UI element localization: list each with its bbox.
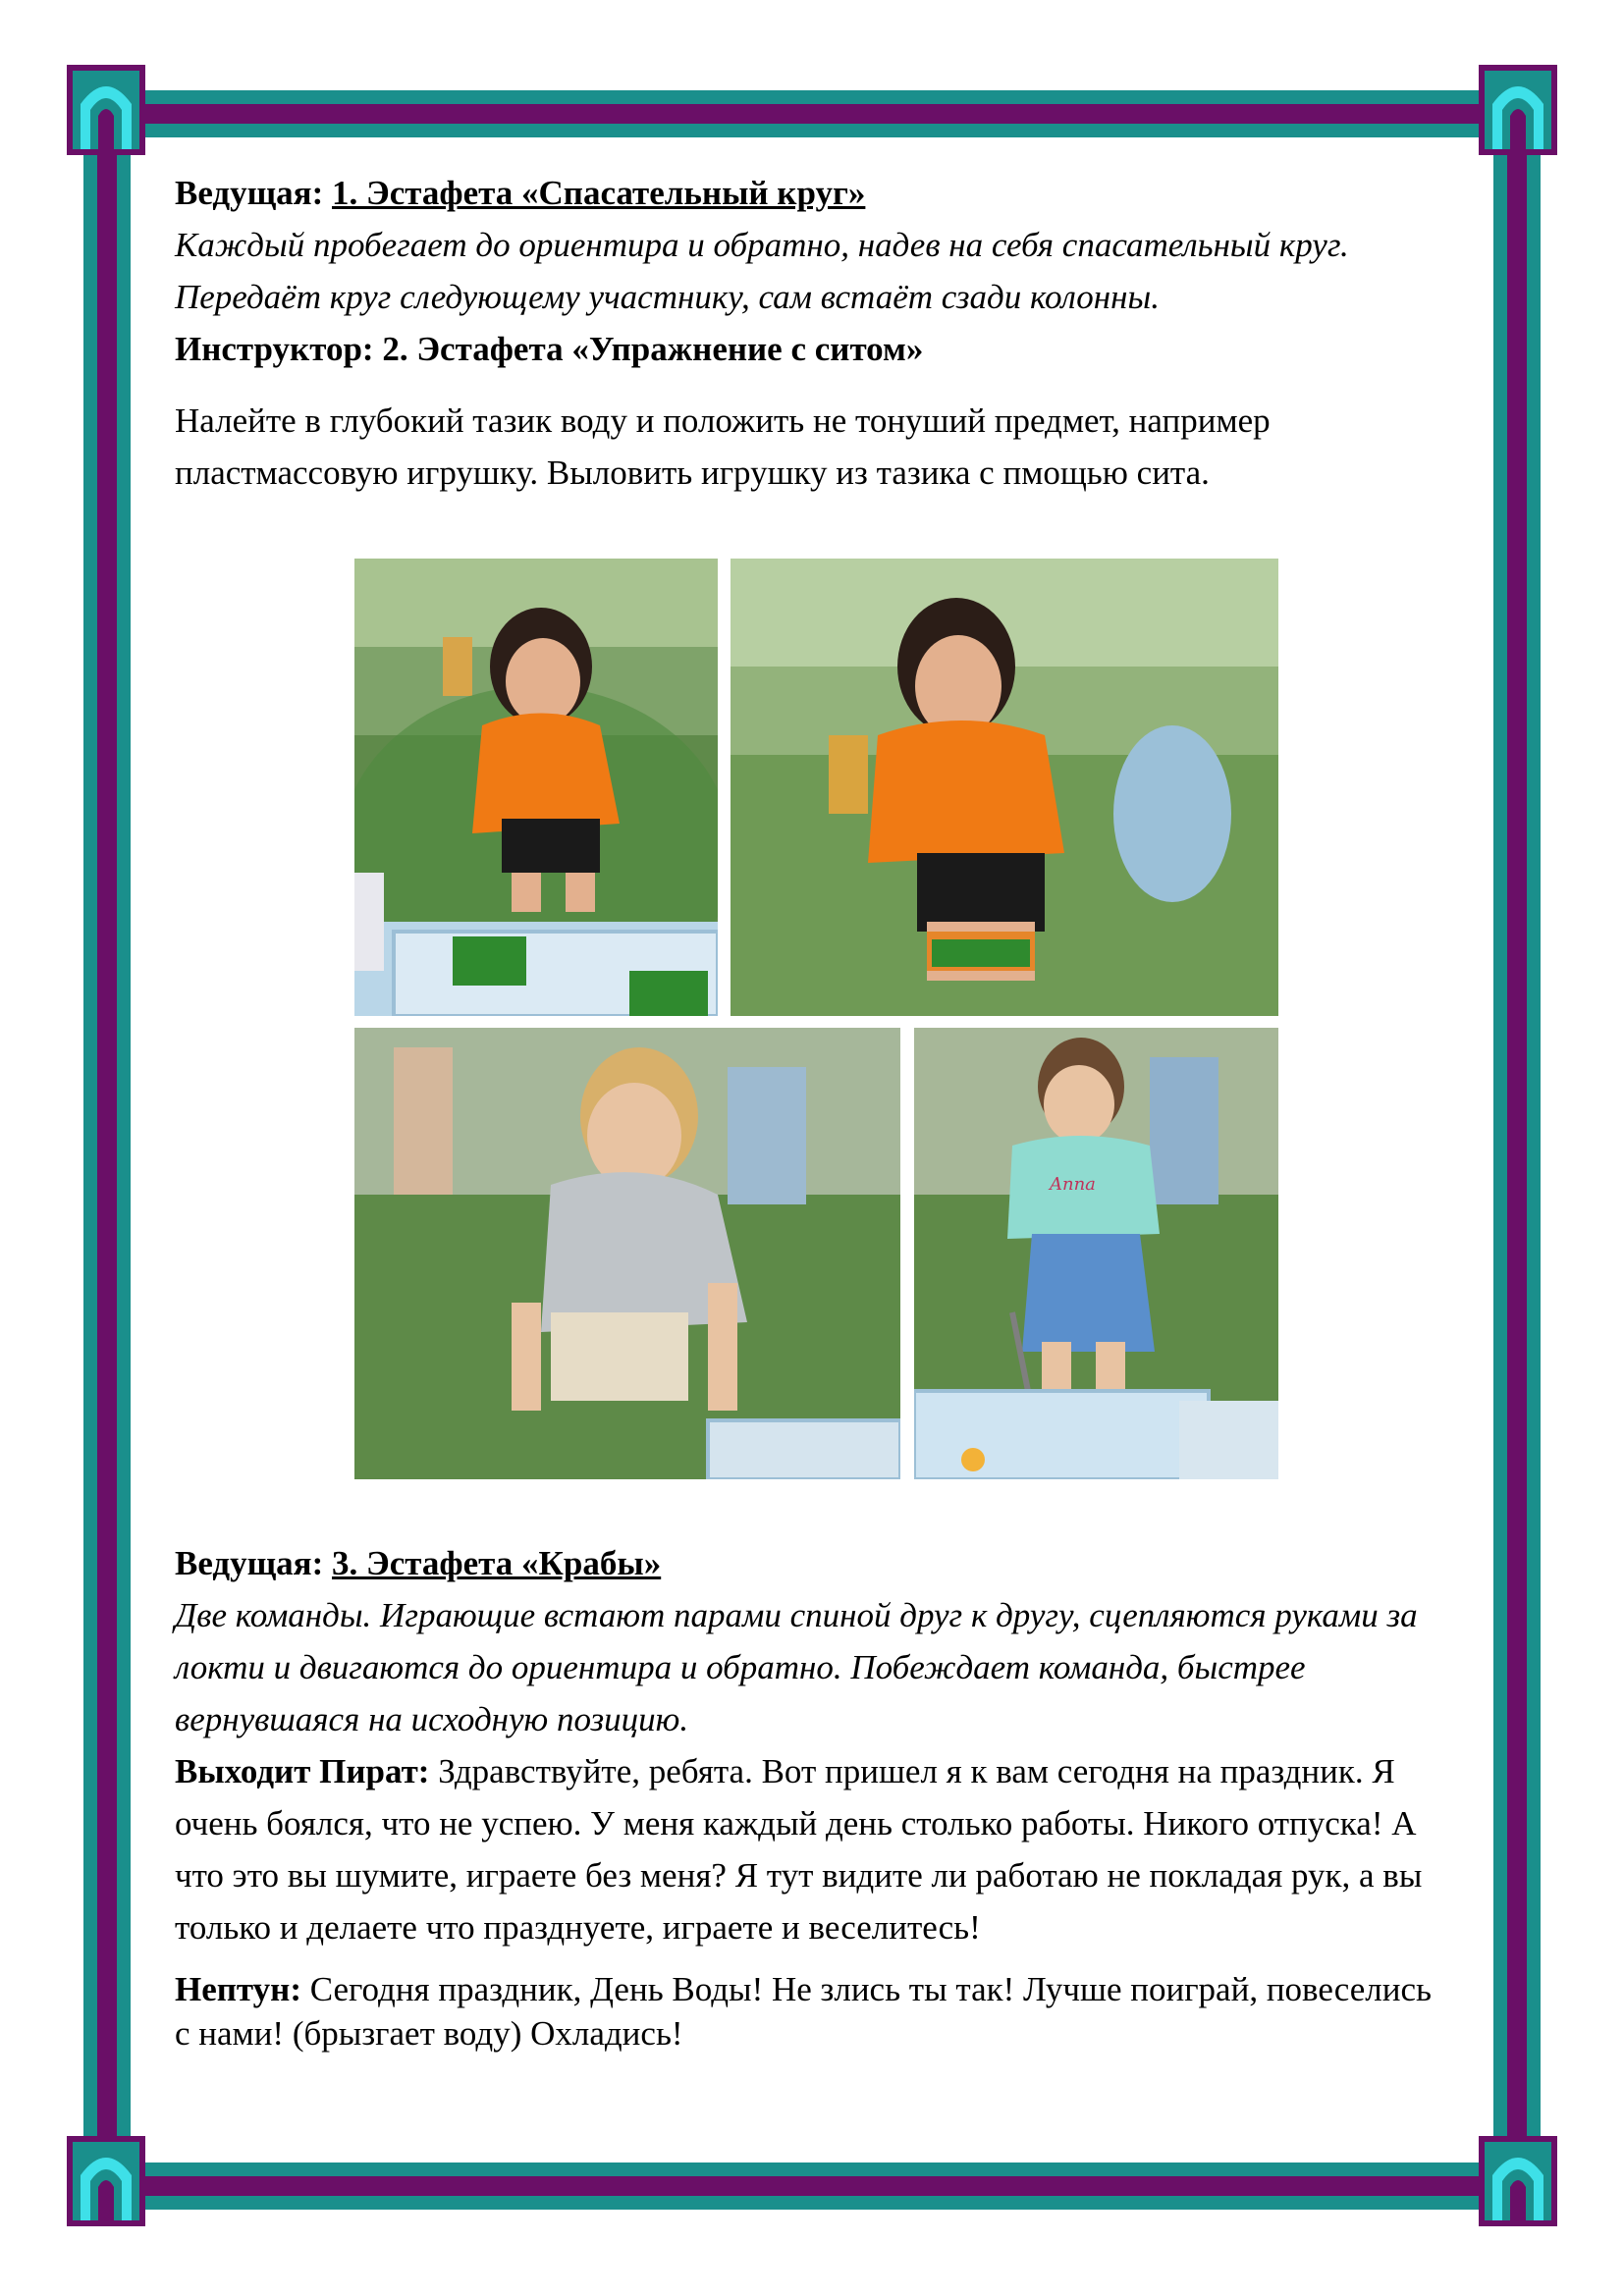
section3-speaker: Ведущая: <box>175 1544 324 1582</box>
document-body-top <box>175 167 1451 499</box>
border-bottom-teal <box>128 2196 1496 2210</box>
border-left-teal <box>83 108 97 2199</box>
photo-girl-leaning <box>731 559 1278 1016</box>
border-left-purple <box>97 108 117 2199</box>
border-top-teal-inner <box>128 124 1496 137</box>
section1-heading <box>175 167 1451 219</box>
neptune-line <box>175 1967 1451 2056</box>
border-left-teal-inner <box>117 108 131 2199</box>
corner-ornament-icon <box>1479 2136 1557 2226</box>
corner-ornament-icon <box>67 65 145 155</box>
neptune-speaker: Нептун: <box>175 1970 301 2008</box>
section1-title: 1. Эстафета «Спасательный круг» <box>332 174 866 212</box>
section3-heading <box>175 1537 1451 1589</box>
section3-title: 3. Эстафета «Крабы» <box>332 1544 662 1582</box>
border-top-purple <box>128 104 1496 124</box>
section1-description: Каждый пробегает до ориентира и обратно, надев на себя спасательный круг. Передаёт круг следующему участнику, сам встаёт сзади колонны. <box>175 226 1349 316</box>
border-top-teal <box>128 90 1496 104</box>
corner-ornament-icon <box>67 2136 145 2226</box>
spacer <box>175 1953 1451 1967</box>
photo-boy-grey-shirt <box>354 1028 900 1479</box>
pirate-text: Здравствуйте, ребята. Вот пришел я к вам сегодня на праздник. Я очень боялся, что не успею. У меня каждый день столько работы. Никого отпуска! А что это вы шумите, играете без меня? Я тут видите ли работаю не покладая рук, а вы только и делаете что празднуете, играете и веселитесь! <box>175 1752 1423 1947</box>
pirate-line <box>175 1745 1451 1953</box>
spacer <box>175 375 1451 395</box>
section2-heading: Инструктор: 2. Эстафета «Упражнение с ситом» <box>175 330 924 368</box>
border-bottom-purple <box>128 2176 1496 2196</box>
section2-description: Налейте в глубокий тазик воду и положить не тонуший предмет, например пластмассовую игрушку. Выловить игрушку из тазика с пмощью сита. <box>175 401 1271 492</box>
section3-description: Две команды. Играющие встают парами спиной друг к другу, сцепляются руками за локти и двигаются до ориентира и обратно. Побеждает команда, быстрее вернувшаяся на исходную позицию. <box>175 1596 1418 1738</box>
border-right-teal <box>1527 108 1541 2199</box>
border-right-purple <box>1507 108 1527 2199</box>
pirate-speaker: Выходит Пират: <box>175 1752 430 1790</box>
border-right-teal-inner <box>1493 108 1507 2199</box>
corner-ornament-icon <box>1479 65 1557 155</box>
neptune-text: Сегодня праздник, День Воды! Не злись ты так! Лучше поиграй, повеселись с нами! (брызгает воду) Охладись! <box>175 1970 1432 2053</box>
document-body-bottom <box>175 1537 1451 2056</box>
photo-girl-with-ladle <box>914 1028 1278 1479</box>
section1-speaker: Ведущая: <box>175 174 324 212</box>
border-bottom-teal-inner <box>128 2163 1496 2176</box>
shirt-print: Anna <box>1050 1174 1096 1195</box>
photo-girl-orange-shirt <box>354 559 718 1016</box>
